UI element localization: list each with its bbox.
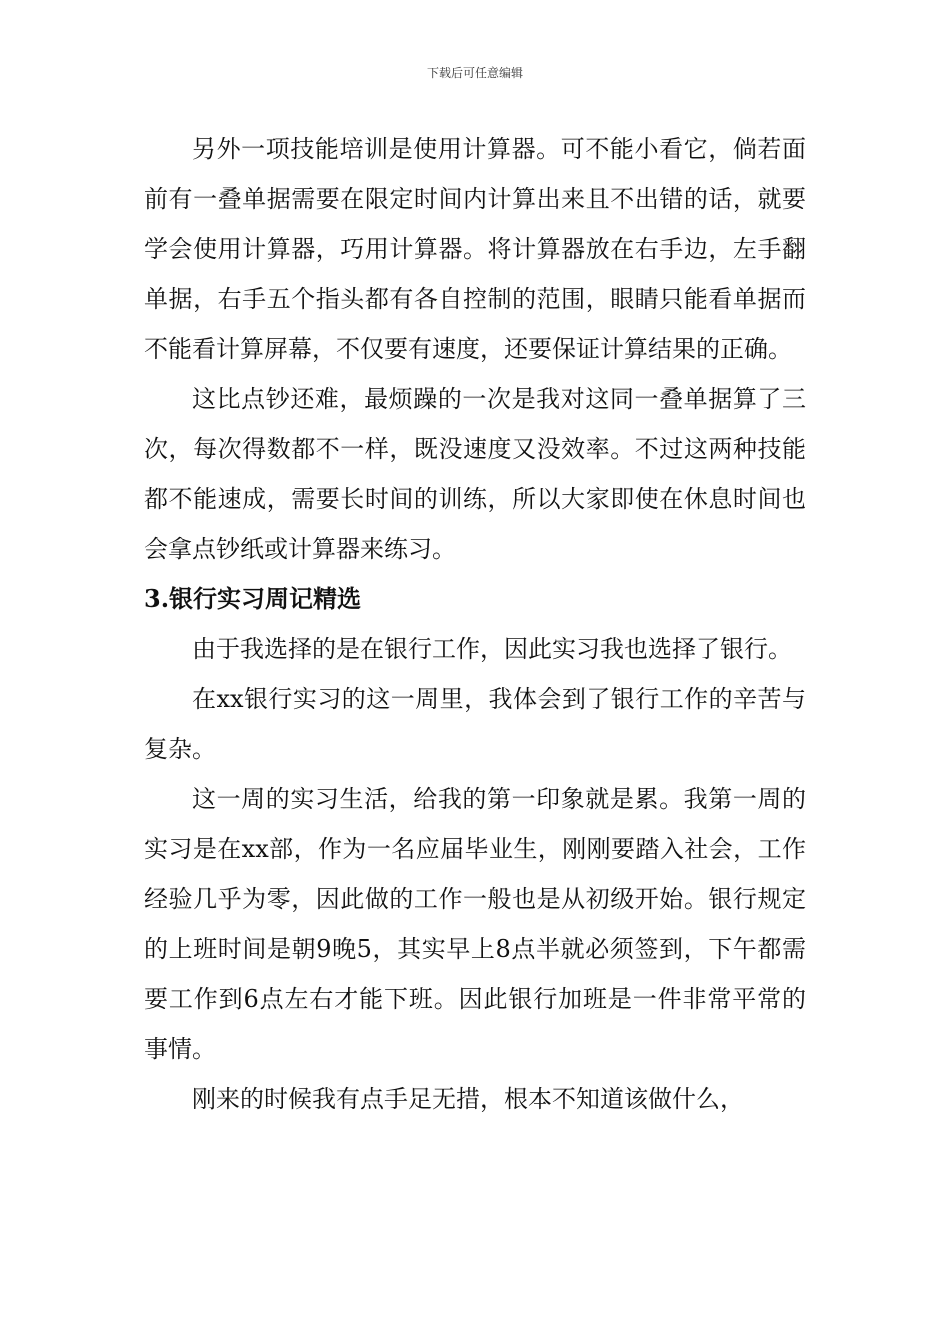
paragraph-first-days: 刚来的时候我有点手足无措，根本不知道该做什么， [192,1085,744,1113]
paragraph-harder-than-counting: 这比点钞还难，最烦躁的一次是我对这同一叠单据算了三次，每次得数都不一样，既没速度又没效率。不过这两种技能都不能速成，需要长时间的训练，所以大家即使在休息时间也会拿点钞纸或计算器来练习。 [144,385,806,563]
page-header: 下载后可任意编辑 [426,66,523,80]
section-heading: 3.银行实习周记精选 [144,584,362,613]
paragraph-chose-bank: 由于我选择的是在银行工作，因此实习我也选择了银行。 [192,635,792,663]
paragraph-first-impression: 这一周的实习生活，给我的第一印象就是累。我第一周的实习是在xx部，作为一名应届毕业生，刚刚要踏入社会，工作经验几乎为零，因此做的工作一般也是从初级开始。银行规定的上班时间是朝9晚5，其实早上8点半就必须签到，下午都需要工作到6点左右才能下班。因此银行加班是一件非常平常的事情。 [144,785,806,1063]
paragraph-bank-week: 在xx银行实习的这一周里，我体会到了银行工作的辛苦与复杂。 [144,685,806,763]
paragraph-calculator-training: 另外一项技能培训是使用计算器。可不能小看它，倘若面前有一叠单据需要在限定时间内计算出来且不出错的话，就要学会使用计算器，巧用计算器。将计算器放在右手边，左手翻单据，右手五个指头都有各自控制的范围，眼睛只能看单据而不能看计算屏幕，不仅要有速度，还要保证计算结果的正确。 [144,135,806,363]
document-body [144,124,806,1124]
